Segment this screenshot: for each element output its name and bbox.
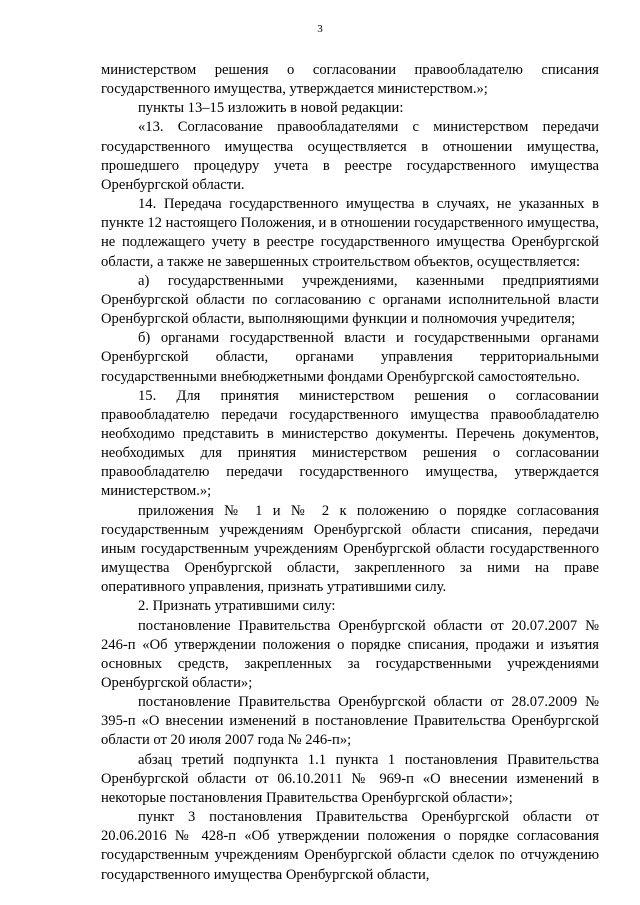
paragraph-repeal-2016: пункт 3 постановления Правительства Оренбургской области от 20.06.2016 № 428-п «Об утверждении положения о порядке согласования государственным учреждениям Оренбургской области сделок по отчуждению государственного имущества Оренбургской области,: [101, 809, 599, 883]
paragraph-item-14: 14. Передача государственного имущества в случаях, не указанных в пункте 12 настоящего Положения, и в отношении государственного имущества, не подлежащего учету в реестре государственного имущества Оренбургской области, а также не завершенных строительством объектов, осуществляется:: [101, 196, 599, 270]
paragraph-repeal-2007: постановление Правительства Оренбургской области от 20.07.2007 № 246-п «Об утверждении положения о порядке списания, продажи и изъятия основных средств, закрепленных за государственными учреждениями Оренбургской области»;: [101, 617, 599, 691]
paragraph-item-14-a: а) государственными учреждениями, казенными предприятиями Оренбургской области по согласованию с органами исполнительной власти Оренбургской области, выполняющими функции и полномочия учредителя;: [101, 272, 599, 328]
paragraph-repeal-2011: абзац третий подпункта 1.1 пункта 1 постановления Правительства Оренбургской области от 06.10.2011 № 969-п «О внесении изменений в некоторые постановления Правительства Оренбургской области»;: [101, 751, 599, 806]
paragraph-item-15: 15. Для принятия министерством решения о согласовании правообладателю передачи государственного имущества правообладателю необходимо представить в министерство документы. Перечень документов, необходимых для принятия министерством решения о согласовании правообладателю передачи государственного имущества, утверждается министерством.»;: [101, 387, 599, 500]
paragraph-continuation: министерством решения о согласовании правообладателю списания государственного имущества, утверждается министерством.»;: [101, 62, 599, 98]
paragraph-amendment-intro: пункты 13–15 изложить в новой редакции:: [138, 100, 404, 117]
paragraph-section-2: 2. Признать утратившими силу:: [138, 598, 336, 615]
document-body: [101, 61, 599, 885]
paragraph-annexes: приложения № 1 и № 2 к положению о порядке согласования государственным учреждениям Оренбургской области списания, передачи иным государственным учреждениям Оренбургской области государственного имущества Оренбургской области, закрепленного за ними на праве оперативного управления, признать утратившими силу.: [101, 502, 599, 596]
paragraph-item-14-b: б) органами государственной власти и государственными органами Оренбургской области, органами управления территориальными государственными внебюджетными фондами Оренбургской самостоятельно.: [101, 330, 599, 385]
paragraph-item-13: «13. Согласование правообладателями с министерством передачи государственного имущества осуществляется в отношении имущества, прошедшего процедуру учета в реестре государственного имущества Оренбургской области.: [101, 119, 599, 193]
paragraph-repeal-2009: постановление Правительства Оренбургской области от 28.07.2009 № 395-п «О внесении изменений в постановление Правительства Оренбургской области от 20 июля 2007 года № 246-п»;: [101, 694, 599, 749]
page-number: 3: [317, 23, 323, 35]
